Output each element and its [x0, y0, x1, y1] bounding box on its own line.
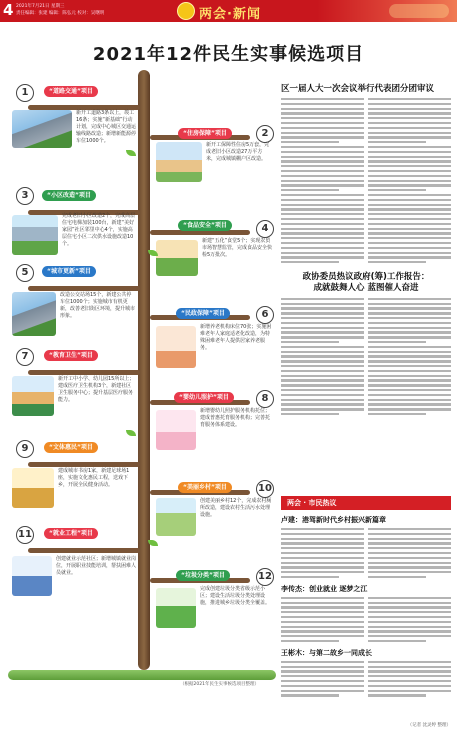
news-column	[281, 82, 451, 418]
item-desc: 完成创建垃圾分类省级示范小区；建设生活垃圾分类处理设施，推进城乡垃圾分类全覆盖。	[200, 586, 271, 606]
item-desc: 新增婴幼儿照护服务机构托位；建成普惠托育服务机构；完善托育服务体系建设。	[200, 408, 271, 428]
item-tag: “就业工程”项目	[44, 528, 98, 539]
leaf-icon	[126, 150, 136, 156]
editor-line: 责任编辑：张建 编辑：陈弘元 校对：吴曙明	[16, 11, 105, 16]
article-body	[281, 98, 451, 266]
emblem-icon	[177, 2, 195, 20]
childcare-illustration	[156, 410, 196, 450]
item-desc: 改造公交站场15个，新建公共停车位1000个；实施城市有机更新，改善老旧街区环境，提升城市形象。	[60, 292, 136, 319]
item-tag: “婴幼儿照护”项目	[174, 392, 234, 403]
opinion-title-3: 王彬木：与第二故乡一同成长	[281, 648, 372, 657]
masthead-decoration	[317, 0, 457, 22]
section-band	[281, 496, 451, 510]
item-tag: “城市更新”项目	[42, 266, 96, 277]
item-desc: 新开工保障性住房5万套，完成老旧小区改造27万平方米，完成城镇棚户区改造。	[206, 142, 270, 162]
item-number: 2	[256, 125, 274, 143]
item-number: 6	[256, 306, 274, 324]
item-desc: 创建美丽乡村12个，完成农村厕所改造，建设农村生活污水处理设施。	[200, 498, 272, 518]
food-illustration	[156, 240, 198, 276]
page-number: 4	[3, 1, 14, 19]
housing-illustration	[156, 142, 202, 182]
item-desc: 新开工中小学、幼儿园15所以上；建成医疗卫生机构3个，新建社区卫生服务中心；提升基层医疗服务能力。	[58, 376, 135, 403]
city-renewal-illustration	[12, 292, 56, 336]
elderly-care-illustration	[156, 326, 196, 368]
item-desc: 完成老旧小区改造2个，完成高层住宅电梯加装100台，新建“美好家园”社区邻里中心4个，实施高层住宅小区二次供水设施改造10个。	[62, 213, 136, 247]
item-tag: “美丽乡村”项目	[178, 482, 232, 493]
culture-sports-illustration	[12, 468, 54, 508]
road-illustration	[12, 110, 72, 148]
leaf-icon	[126, 430, 136, 436]
article-body-2	[281, 298, 451, 418]
item-tag: “民政保障”项目	[176, 308, 230, 319]
branch	[28, 286, 140, 291]
branch	[28, 370, 140, 375]
masthead	[0, 0, 457, 22]
item-tag: “垃圾分类”项目	[176, 570, 230, 581]
item-number: 11	[16, 526, 34, 544]
page-footer: （记者 沈灵婷 整理）	[407, 723, 451, 728]
article-subheadline-2: 成就鼓舞人心 蓝图催人奋进	[313, 282, 419, 293]
item-tag: “小区改造”项目	[42, 190, 96, 201]
brand-title: 两会·新闻	[199, 7, 261, 22]
date-line: 2021年7月21日 星期三	[16, 4, 65, 9]
article-headline-2: 政协委员热议政府(筹)工作报告：	[302, 271, 430, 282]
item-number: 5	[16, 264, 34, 282]
item-tag: “文体惠民”项目	[44, 442, 98, 453]
education-health-illustration	[12, 376, 54, 416]
village-illustration	[156, 498, 196, 536]
branch	[28, 548, 140, 553]
garbage-sorting-illustration	[156, 588, 196, 628]
item-desc: 创建就业示范社区；新增城镇就业岗位，开展职业技能培训，帮扶困难人员就业。	[56, 556, 137, 576]
item-tag: “教育卫生”项目	[44, 350, 98, 361]
infographic	[8, 70, 276, 720]
employment-illustration	[12, 556, 52, 596]
item-number: 7	[16, 348, 34, 366]
item-desc: 新开工道路3条以上，竣工16条；实施“新基础”行动计划，完成中心城区交通运输线路改造；新增新能源停车位1000个。	[76, 110, 137, 144]
item-tag: “道路交通”项目	[44, 86, 98, 97]
article-headline: 区一届人大一次会议举行代表团分团审议	[281, 84, 435, 94]
section-band-title: 两会 · 市民热议	[287, 499, 337, 507]
footnote: （根据2021年民生实事候选项目整理）	[180, 682, 259, 687]
tree-trunk	[138, 70, 150, 670]
branch	[28, 462, 140, 467]
item-number: 10	[256, 480, 274, 498]
grass-base	[8, 670, 276, 680]
item-desc: 新增养老机构床位70张；实施困难老年人家庭适老化改造，为特殊困难老年人提供居家养老服务。	[200, 324, 272, 351]
item-tag: “食品安全”项目	[178, 220, 232, 231]
opinion-title-2: 李传杰：创业就业 逐梦之江	[281, 584, 368, 593]
item-desc: 建成城市书房1家，新建足球场1座，实施文化惠民工程，送戏下乡，开展全民健身活动。	[58, 468, 130, 488]
item-tag: “住房保障”项目	[178, 128, 232, 139]
item-number: 9	[16, 440, 34, 458]
community-illustration	[12, 215, 58, 255]
item-number: 1	[16, 84, 34, 102]
item-number: 3	[16, 187, 34, 205]
opinions-column	[281, 512, 451, 699]
item-number: 8	[256, 390, 274, 408]
item-number: 4	[256, 220, 274, 238]
item-desc: 新建“五化”食堂5个；实现农贸市场智慧监管，完成食品安全快检5万批次。	[202, 238, 273, 258]
page-title: 2021年12件民生实事候选项目	[92, 44, 365, 65]
opinion-title-1: 卢建：港驾新时代乡村振兴新篇章	[281, 516, 386, 524]
item-number: 12	[256, 568, 274, 586]
